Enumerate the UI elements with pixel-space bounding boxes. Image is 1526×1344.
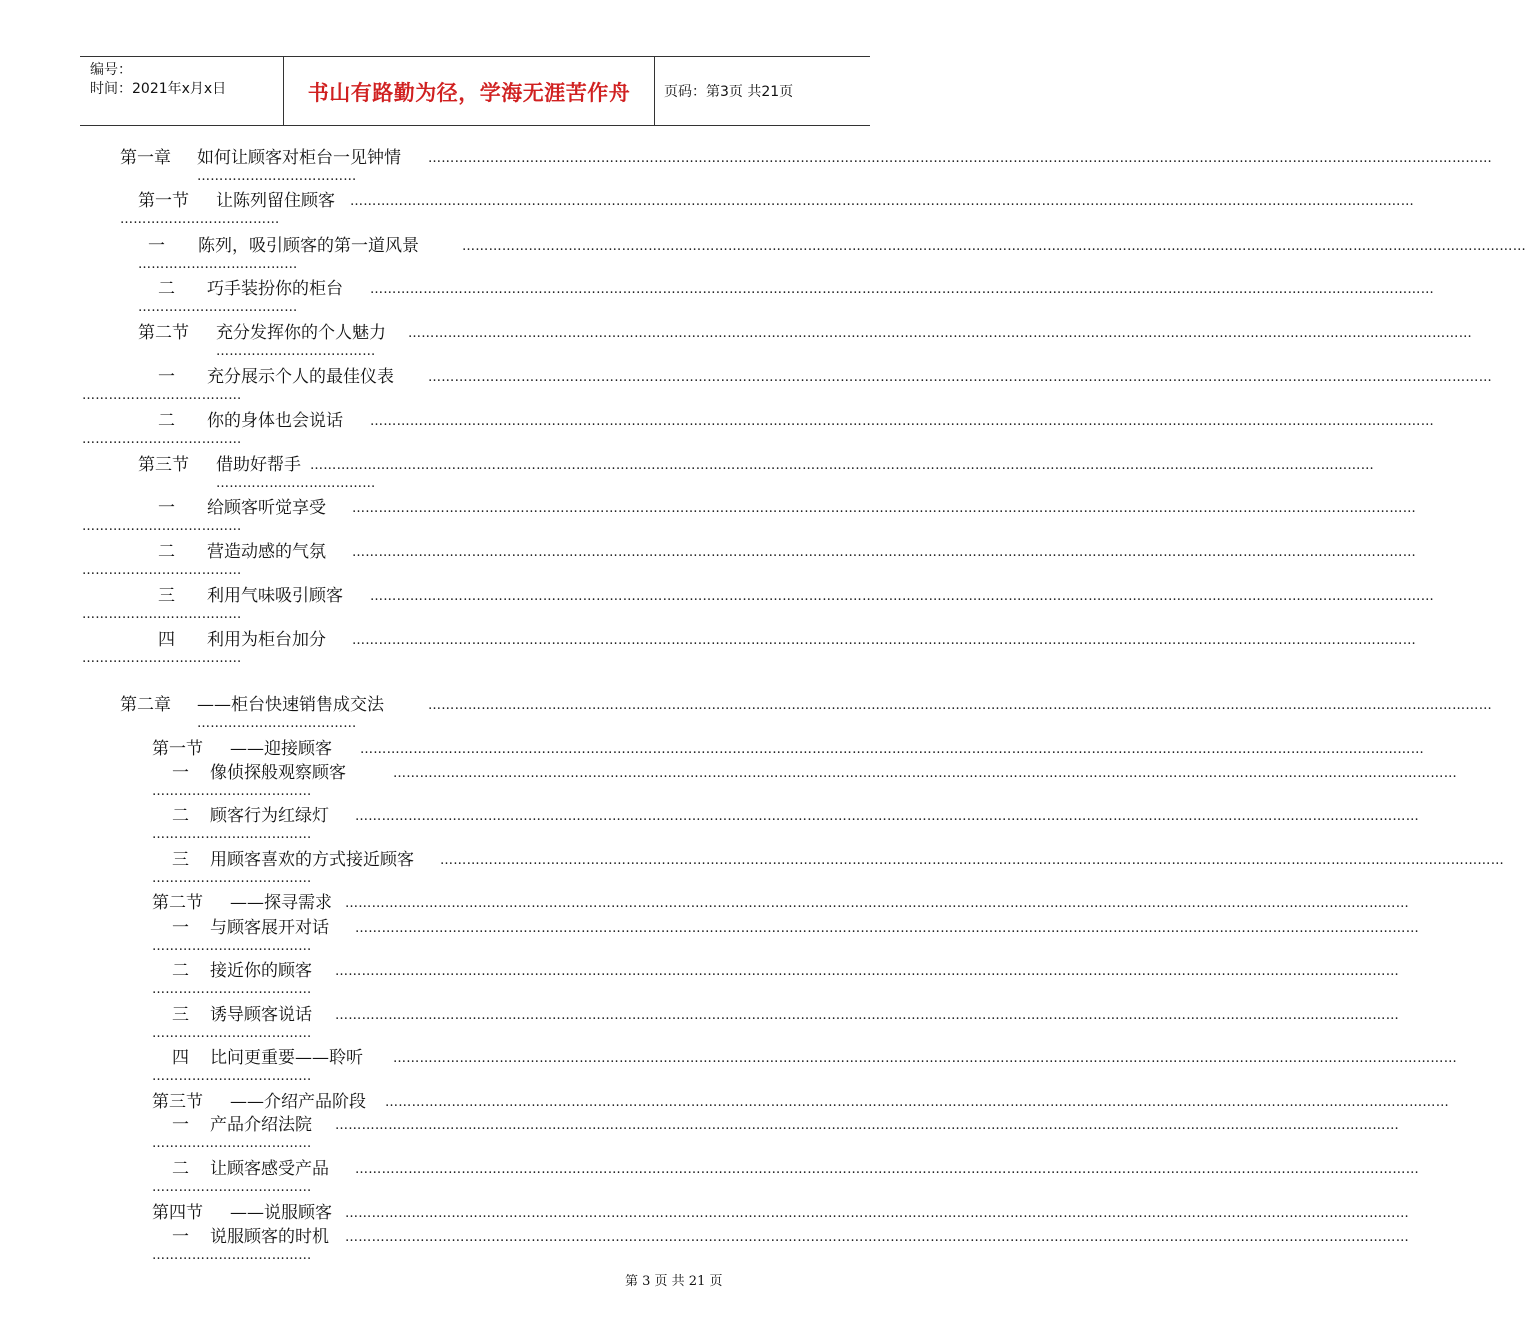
toc-label: 第二节 xyxy=(138,323,189,343)
toc-leader-dots: …………………………………………………………………………………………………………………………………………………………………………………………………………………… xyxy=(352,633,1416,648)
toc-leader-dots: ……………………………… xyxy=(120,212,280,227)
toc-label: 第一节 xyxy=(152,739,203,759)
toc-leader-dots: …………………………………………………………………………………………………………………………………………………………………………………………………………………… xyxy=(370,589,1434,604)
toc-leader-dots: …………………………………………………………………………………………………………………………………………………………………………………………………………………… xyxy=(335,964,1399,979)
toc-leader-dots: ……………………………… xyxy=(152,827,312,842)
toc-leader-dots: …………………………………………………………………………………………………………………………………………………………………………………………………………………… xyxy=(385,1095,1449,1110)
toc-label: 第二节 xyxy=(152,893,203,913)
toc-leader-dots: ……………………………… xyxy=(82,651,242,666)
toc-leader-dots: …………………………………………………………………………………………………………………………………………………………………………………………………………………… xyxy=(428,698,1492,713)
toc-leader-dots: ……………………………… xyxy=(82,519,242,534)
number-label: 编号： xyxy=(90,62,132,78)
toc-title: 巧手装扮你的柜台 xyxy=(207,279,343,299)
toc-leader-dots: ……………………………… xyxy=(82,563,242,578)
toc-leader-dots: ……………………………… xyxy=(152,871,312,886)
toc-label: 二 xyxy=(172,961,189,981)
toc-title: ——说服顾客 xyxy=(230,1203,332,1223)
toc-title: 给顾客听觉享受 xyxy=(207,498,326,518)
toc-label: 第四节 xyxy=(152,1203,203,1223)
toc-title: 营造动感的气氛 xyxy=(207,542,326,562)
toc-title: 诱导顾客说话 xyxy=(210,1005,312,1025)
toc-leader-dots: ……………………………… xyxy=(216,476,376,491)
toc-title: 顾客行为红绿灯 xyxy=(210,806,329,826)
toc-leader-dots: …………………………………………………………………………………………………………………………………………………………………………………………………………………… xyxy=(428,370,1492,385)
toc-label: 第三节 xyxy=(138,455,189,475)
toc-leader-dots: ……………………………… xyxy=(82,388,242,403)
toc-label: 一 xyxy=(172,918,189,938)
toc-label: 四 xyxy=(172,1048,189,1068)
toc-label: 二 xyxy=(172,1159,189,1179)
toc-label: 三 xyxy=(172,850,189,870)
toc-label: 二 xyxy=(158,279,175,299)
toc-leader-dots: ……………………………… xyxy=(82,607,242,622)
toc-label: 二 xyxy=(158,542,175,562)
toc-label: 第二章 xyxy=(120,695,171,715)
toc-label: 一 xyxy=(158,498,175,518)
toc-label: 三 xyxy=(158,586,175,606)
toc-leader-dots: ……………………………… xyxy=(152,1180,312,1195)
toc-title: 如何让顾客对柜台一见钟情 xyxy=(197,148,401,168)
toc-label: 第一节 xyxy=(138,191,189,211)
toc-leader-dots: …………………………………………………………………………………………………………………………………………………………………………………………………………………… xyxy=(462,239,1526,254)
page-footer: 第 3 页 共 21 页 xyxy=(625,1274,723,1289)
toc-leader-dots: …………………………………………………………………………………………………………………………………………………………………………………………………………………… xyxy=(345,1206,1409,1221)
toc-leader-dots: ……………………………… xyxy=(82,432,242,447)
toc-leader-dots: …………………………………………………………………………………………………………………………………………………………………………………………………………………… xyxy=(310,458,1374,473)
toc-leader-dots: …………………………………………………………………………………………………………………………………………………………………………………………………………………… xyxy=(335,1008,1399,1023)
toc-leader-dots: …………………………………………………………………………………………………………………………………………………………………………………………………………………… xyxy=(393,1051,1457,1066)
toc-leader-dots: ……………………………… xyxy=(152,982,312,997)
toc-title: 与顾客展开对话 xyxy=(210,918,329,938)
toc-title: 你的身体也会说话 xyxy=(207,411,343,431)
toc-label: 一 xyxy=(158,367,175,387)
toc-leader-dots: …………………………………………………………………………………………………………………………………………………………………………………………………………………… xyxy=(352,545,1416,560)
toc-title: 产品介绍法院 xyxy=(210,1115,312,1135)
toc-leader-dots: …………………………………………………………………………………………………………………………………………………………………………………………………………………… xyxy=(360,742,1424,757)
toc-label: 二 xyxy=(158,411,175,431)
time-label: 时间：2021年x月x日 xyxy=(90,81,227,97)
toc-leader-dots: …………………………………………………………………………………………………………………………………………………………………………………………………………………… xyxy=(335,1118,1399,1133)
toc-title: 像侦探般观察顾客 xyxy=(210,763,346,783)
toc-title: 用顾客喜欢的方式接近顾客 xyxy=(210,850,414,870)
toc-label: 第三节 xyxy=(152,1092,203,1112)
toc-leader-dots: ……………………………… xyxy=(138,300,298,315)
toc-title: 利用气味吸引顾客 xyxy=(207,586,343,606)
toc-title: 利用为柜台加分 xyxy=(207,630,326,650)
toc-label: 一 xyxy=(172,1227,189,1247)
header-page-info: 页码：第3页 共21页 xyxy=(664,84,794,100)
toc-title: ——迎接顾客 xyxy=(230,739,332,759)
toc-leader-dots: …………………………………………………………………………………………………………………………………………………………………………………………………………………… xyxy=(370,414,1434,429)
toc-leader-dots: ……………………………… xyxy=(152,784,312,799)
toc-leader-dots: …………………………………………………………………………………………………………………………………………………………………………………………………………………… xyxy=(408,326,1472,341)
toc-title: 借助好帮手 xyxy=(216,455,301,475)
toc-title: 说服顾客的时机 xyxy=(210,1227,329,1247)
toc-leader-dots: …………………………………………………………………………………………………………………………………………………………………………………………………………………… xyxy=(393,766,1457,781)
toc-leader-dots: …………………………………………………………………………………………………………………………………………………………………………………………………………………… xyxy=(350,194,1414,209)
toc-label: 一 xyxy=(172,763,189,783)
toc-title: 充分展示个人的最佳仪表 xyxy=(207,367,394,387)
toc-leader-dots: ……………………………… xyxy=(197,169,357,184)
toc-label: 一 xyxy=(172,1115,189,1135)
toc-leader-dots: ……………………………… xyxy=(152,1026,312,1041)
toc-title: ——介绍产品阶段 xyxy=(230,1092,366,1112)
toc-leader-dots: ……………………………… xyxy=(152,1136,312,1151)
toc-label: 二 xyxy=(172,806,189,826)
toc-leader-dots: ……………………………… xyxy=(152,1069,312,1084)
header-motto: 书山有路勤为径，学海无涯苦作舟 xyxy=(307,81,631,105)
toc-label: 一 xyxy=(148,236,165,256)
toc-leader-dots: ……………………………… xyxy=(152,939,312,954)
toc-leader-dots: ……………………………… xyxy=(138,257,298,272)
toc-label: 三 xyxy=(172,1005,189,1025)
toc-label: 第一章 xyxy=(120,148,171,168)
toc-title: ——柜台快速销售成交法 xyxy=(197,695,384,715)
toc-leader-dots: …………………………………………………………………………………………………………………………………………………………………………………………………………………… xyxy=(355,1162,1419,1177)
toc-leader-dots: ……………………………… xyxy=(152,1248,312,1263)
toc-title: 充分发挥你的个人魅力 xyxy=(216,323,386,343)
toc-title: 让顾客感受产品 xyxy=(210,1159,329,1179)
toc-leader-dots: …………………………………………………………………………………………………………………………………………………………………………………………………………………… xyxy=(355,921,1419,936)
toc-title: 比问更重要——聆听 xyxy=(210,1048,363,1068)
toc-leader-dots: …………………………………………………………………………………………………………………………………………………………………………………………………………………… xyxy=(370,282,1434,297)
toc-title: ——探寻需求 xyxy=(230,893,332,913)
toc-title: 接近你的顾客 xyxy=(210,961,312,981)
toc-leader-dots: …………………………………………………………………………………………………………………………………………………………………………………………………………………… xyxy=(440,853,1504,868)
toc-leader-dots: …………………………………………………………………………………………………………………………………………………………………………………………………………………… xyxy=(352,501,1416,516)
toc-leader-dots: …………………………………………………………………………………………………………………………………………………………………………………………………………………… xyxy=(428,151,1492,166)
toc-title: 陈列，吸引顾客的第一道风景 xyxy=(198,236,419,256)
toc-leader-dots: …………………………………………………………………………………………………………………………………………………………………………………………………………………… xyxy=(345,1230,1409,1245)
toc-leader-dots: …………………………………………………………………………………………………………………………………………………………………………………………………………………… xyxy=(355,809,1419,824)
toc-leader-dots: ……………………………… xyxy=(216,344,376,359)
toc-leader-dots: …………………………………………………………………………………………………………………………………………………………………………………………………………………… xyxy=(345,896,1409,911)
toc-title: 让陈列留住顾客 xyxy=(216,191,335,211)
toc-label: 四 xyxy=(158,630,175,650)
toc-leader-dots: ……………………………… xyxy=(197,716,357,731)
